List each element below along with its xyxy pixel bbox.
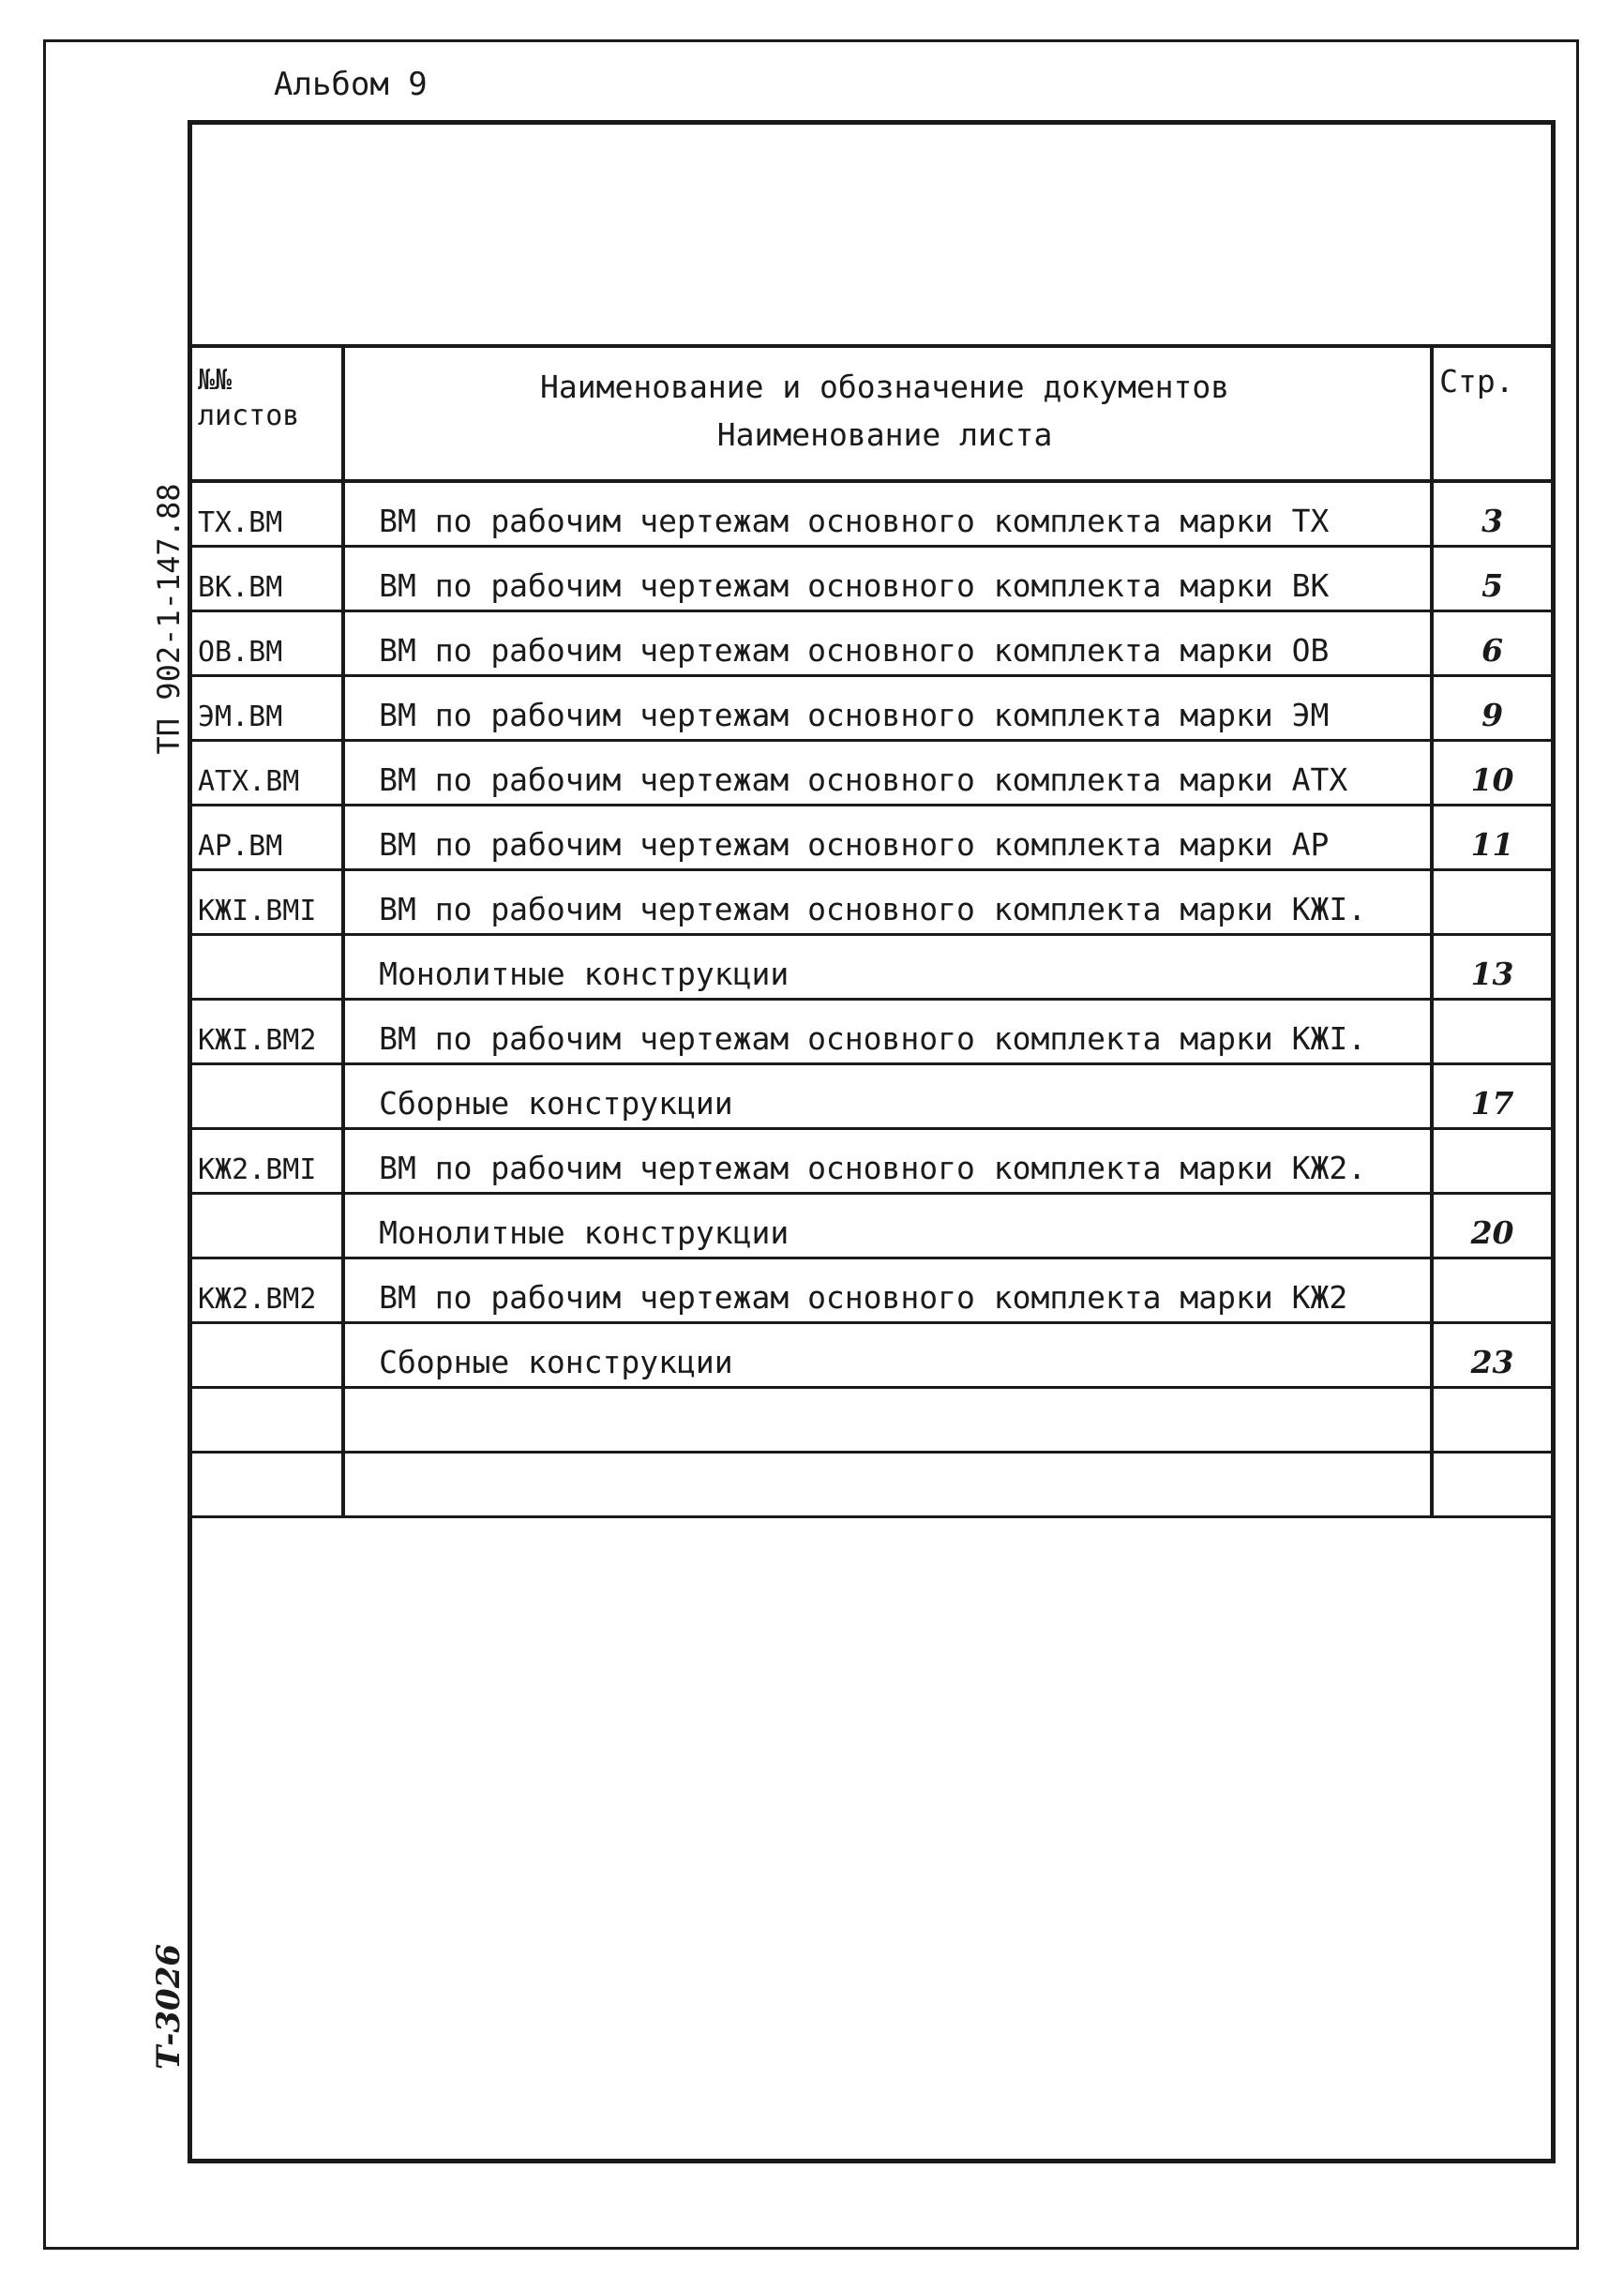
table-row — [192, 741, 1551, 806]
sheet-code-cell: ЭМ.ВМ — [192, 676, 343, 741]
sheet-code-cell — [192, 935, 343, 1000]
table-row — [192, 1194, 1551, 1258]
table-row — [192, 547, 1551, 611]
page-number-cell: 20 — [1432, 1194, 1551, 1258]
sheet-name-cell: ВМ по рабочим чертежам основного комплекта марки КЖI. — [343, 870, 1432, 935]
sheet-name-cell: ВМ по рабочим чертежам основного комплекта марки КЖI. — [343, 1000, 1432, 1064]
sheet-name-cell: Сборные конструкции — [343, 1064, 1432, 1129]
table-row — [192, 1064, 1551, 1129]
sheet-list-table — [192, 344, 1551, 1518]
sheet-code-cell: КЖ2.ВМI — [192, 1129, 343, 1194]
sheet-code-cell: АТХ.ВМ — [192, 741, 343, 806]
table-row — [192, 481, 1551, 547]
sheet-name-cell: Монолитные конструкции — [343, 1194, 1432, 1258]
sheet-code-cell: ОВ.ВМ — [192, 611, 343, 676]
sheet-name-cell: Монолитные конструкции — [343, 935, 1432, 1000]
table-row — [192, 611, 1551, 676]
sheet-code-cell: АР.ВМ — [192, 806, 343, 870]
table-row — [192, 1129, 1551, 1194]
page-number-cell: 5 — [1432, 547, 1551, 611]
sheet-name-cell: ВМ по рабочим чертежам основного комплекта марки ТХ — [343, 481, 1432, 547]
table-row — [192, 935, 1551, 1000]
page-number-cell: 3 — [1432, 481, 1551, 547]
sheet-name-cell: ВМ по рабочим чертежам основного комплекта марки АТХ — [343, 741, 1432, 806]
column-header-sheet-numbers: №№ листов — [192, 346, 343, 481]
page-number-cell: 23 — [1432, 1323, 1551, 1388]
table-row — [192, 676, 1551, 741]
page-number-cell: 17 — [1432, 1064, 1551, 1129]
page-number-cell — [1432, 1129, 1551, 1194]
sheet-name-cell: ВМ по рабочим чертежам основного комплекта марки ВК — [343, 547, 1432, 611]
sheet-name-cell — [343, 1388, 1432, 1453]
sheet-name-cell: Сборные конструкции — [343, 1323, 1432, 1388]
sheet-code-cell — [192, 1453, 343, 1517]
table-body — [192, 481, 1551, 1517]
side-document-code: ТП 902-1-147.88 — [151, 483, 187, 755]
sheet-code-cell — [192, 1064, 343, 1129]
sheet-name-cell: ВМ по рабочим чертежам основного комплекта марки КЖ2. — [343, 1129, 1432, 1194]
table-row — [192, 1453, 1551, 1517]
sheet-code-cell: КЖ2.ВМ2 — [192, 1258, 343, 1323]
table-row — [192, 1258, 1551, 1323]
page-number-cell — [1432, 1000, 1551, 1064]
album-label: Альбом 9 — [274, 66, 428, 103]
sheet-code-cell — [192, 1388, 343, 1453]
table-row — [192, 806, 1551, 870]
table-header-row — [192, 346, 1551, 481]
sheet-name-cell: ВМ по рабочим чертежам основного комплекта марки ОВ — [343, 611, 1432, 676]
sheet-code-cell: ВК.ВМ — [192, 547, 343, 611]
sheet-name-cell: ВМ по рабочим чертежам основного комплекта марки ЭМ — [343, 676, 1432, 741]
page-number-cell — [1432, 1453, 1551, 1517]
sheet-name-cell: ВМ по рабочим чертежам основного комплекта марки КЖ2 — [343, 1258, 1432, 1323]
page-number-cell: 10 — [1432, 741, 1551, 806]
sheet-code-cell — [192, 1323, 343, 1388]
archive-number: Т-3026 — [150, 1943, 188, 2071]
page-number-cell: 6 — [1432, 611, 1551, 676]
column-header-document-name: Наименование и обозначение документов Наименование листа — [343, 346, 1432, 481]
sheet-code-cell — [192, 1194, 343, 1258]
table-row — [192, 870, 1551, 935]
page-number-cell — [1432, 1258, 1551, 1323]
sheet-name-cell: ВМ по рабочим чертежам основного комплекта марки АР — [343, 806, 1432, 870]
page-number-cell: 13 — [1432, 935, 1551, 1000]
sheet-code-cell: КЖI.ВМI — [192, 870, 343, 935]
page-number-cell: 9 — [1432, 676, 1551, 741]
sheet-code-cell: КЖI.ВМ2 — [192, 1000, 343, 1064]
table-row — [192, 1323, 1551, 1388]
sheet-name-cell — [343, 1453, 1432, 1517]
table-row — [192, 1000, 1551, 1064]
sheet-code-cell: ТХ.ВМ — [192, 481, 343, 547]
page-number-cell: 11 — [1432, 806, 1551, 870]
table-row — [192, 1388, 1551, 1453]
page-number-cell — [1432, 1388, 1551, 1453]
page-number-cell — [1432, 870, 1551, 935]
column-header-page: Стр. — [1432, 346, 1551, 481]
